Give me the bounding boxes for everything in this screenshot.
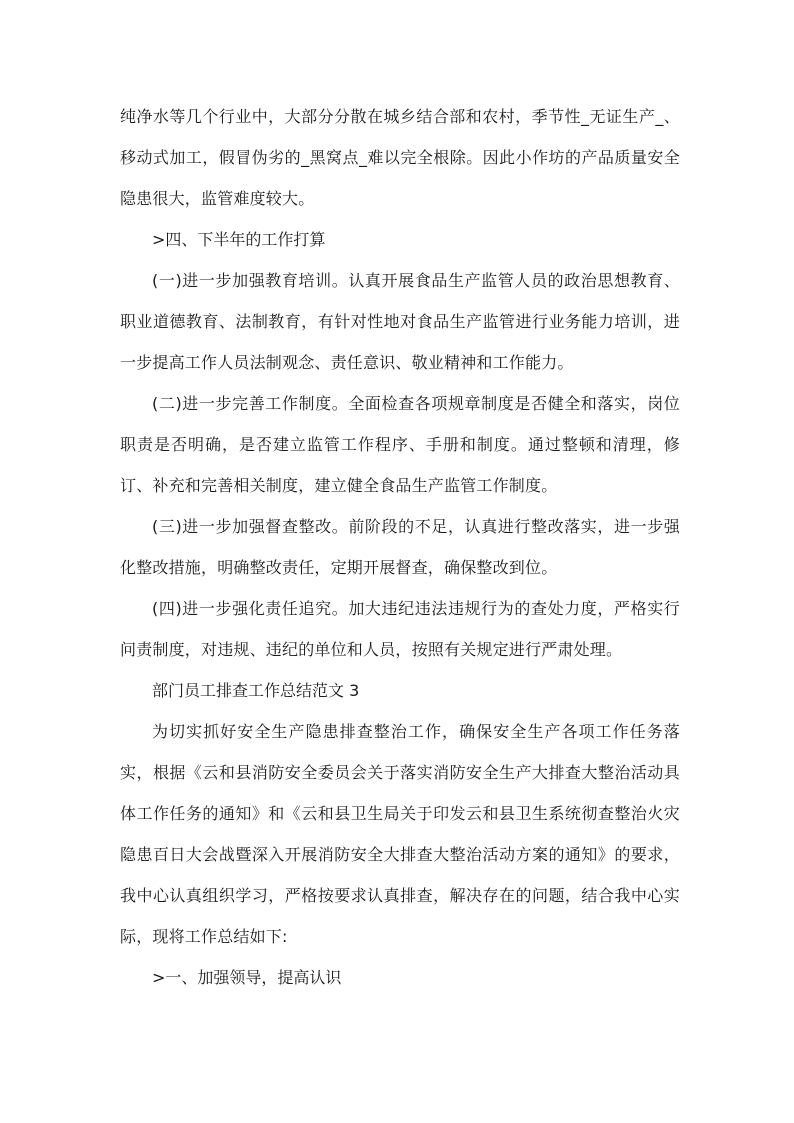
paragraph-accountability: (四)进一步强化责任追究。加大违纪违法违规行为的查处力度，严格实行问责制度，对违规、违纪的单位和人员，按照有关规定进行严肃处理。 [120, 599, 680, 659]
paragraph-work-system: (二)进一步完善工作制度。全面检查各项规章制度是否健全和落实，岗位职责是否明确，是否建立监管工作程序、手册和制度。通过整顿和清理，修订、补充和完善相关制度，建立健全食品生产监管工作制度。 [120, 394, 680, 495]
paragraph-small-workshop-risks: 纯净水等几个行业中，大部分分散在城乡结合部和农村，季节性_无证生产_、移动式加工，假冒伪劣的_黑窝点_难以完全根除。因此小作坊的产品质量安全隐患很大，监管难度较大。 [120, 107, 680, 208]
section-heading-leadership: >一、加强领导，提高认识 [152, 968, 342, 987]
document-title-sample-3: 部门员工排查工作总结范文 3 [152, 681, 360, 700]
section-heading-second-half-plan: >四、下半年的工作打算 [152, 230, 326, 249]
paragraph-education-training: (一)进一步加强教育培训。认真开展食品生产监管人员的政治思想教育、职业道德教育、法制教育，有针对性地对食品生产监管进行业务能力培训，进一步提高工作人员法制观念、责任意识、敬业精神和工作能力。 [120, 271, 680, 372]
paragraph-supervision-rectification: (三)进一步加强督查整改。前阶段的不足，认真进行整改落实，进一步强化整改措施，明确整改责任，定期开展督查，确保整改到位。 [120, 517, 680, 577]
paragraph-introduction: 为切实抓好安全生产隐患排查整治工作，确保安全生产各项工作任务落实，根据《云和县消防安全委员会关于落实消防安全生产大排查大整治活动具体工作任务的通知》和《云和县卫生局关于印发云和县卫生系统彻查整治火灾隐患百日大会战暨深入开展消防安全大排查大整治活动方案的通知》的要求，我中心认真组织学习，严格按要求认真排查，解决存在的问题，结合我中心实际，现将工作总结如下: [120, 722, 680, 946]
